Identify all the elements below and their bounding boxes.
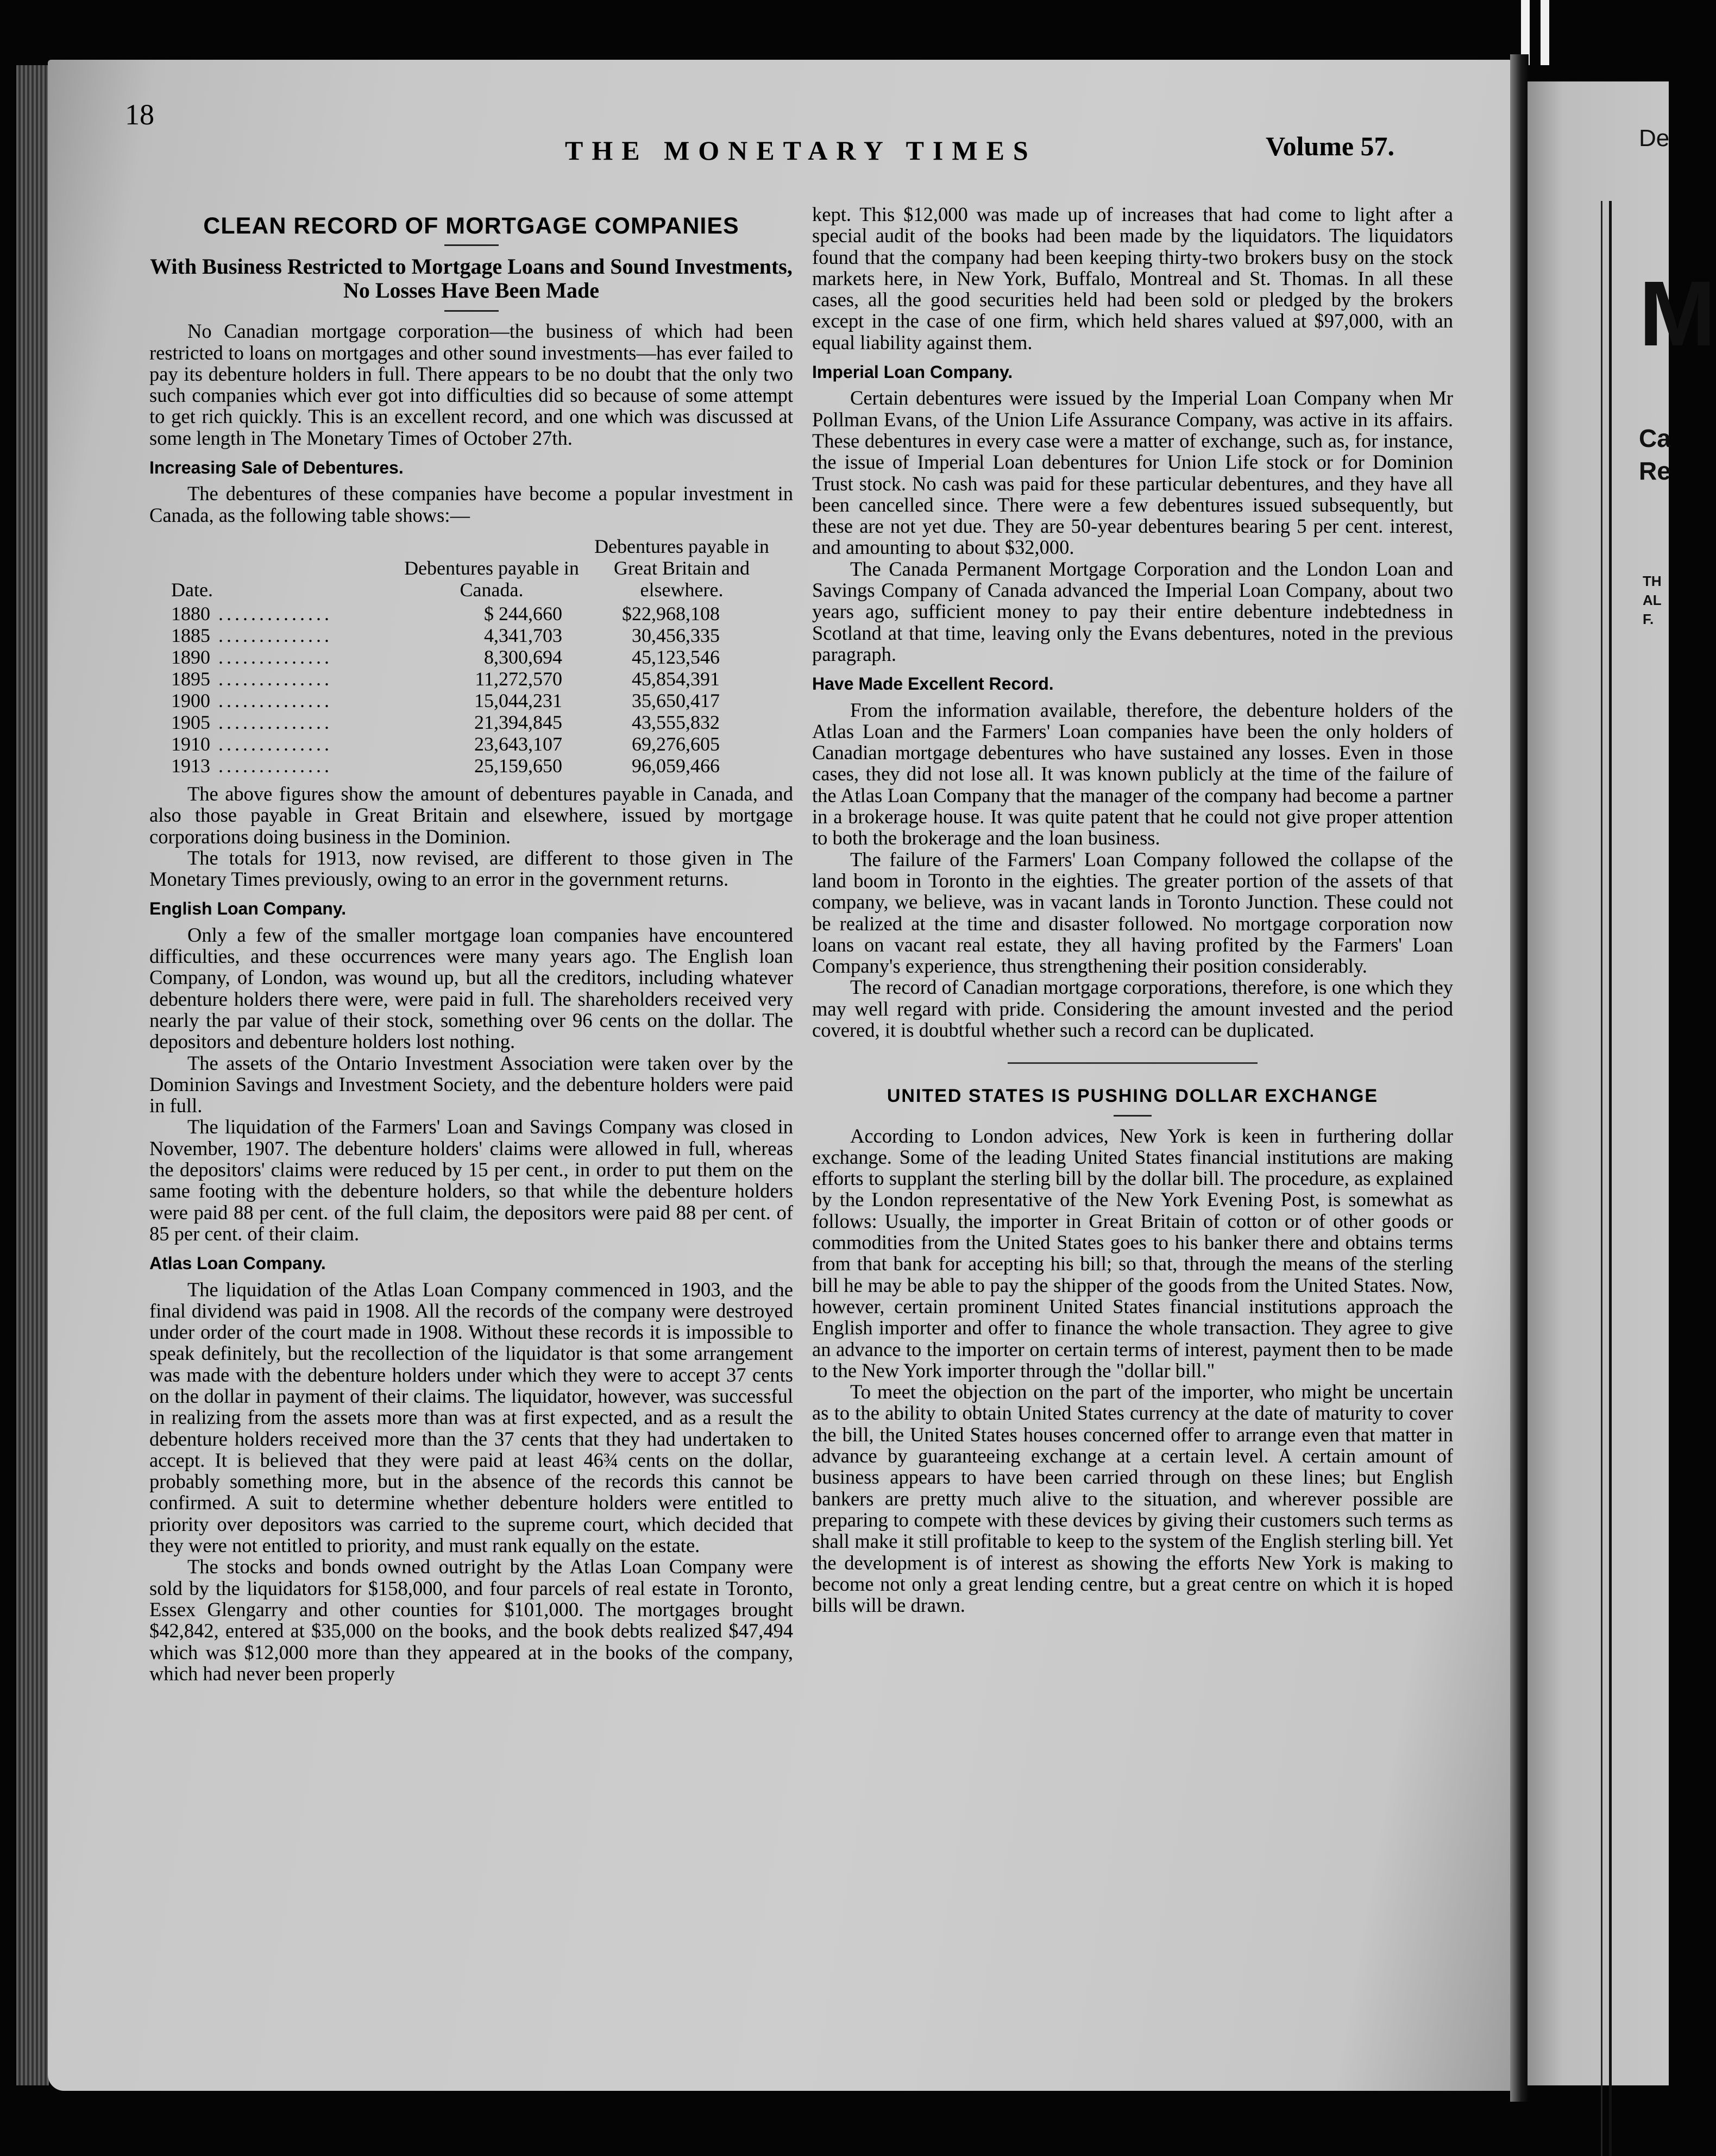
paragraph: The record of Canadian mortgage corporations, therefore, is one which they may well regard with pride. Considering the amount invested and the period covered, it is doubtful whether such a record can be duplicated.	[812, 976, 1453, 1041]
britain-cell: 96,059,466	[632, 754, 720, 777]
leader-dots: ..............	[210, 667, 332, 690]
book-gutter	[1510, 54, 1529, 2102]
leader-dots: ..............	[210, 733, 332, 755]
right-column	[812, 204, 1453, 1616]
table-row	[171, 711, 780, 733]
table-row	[171, 625, 780, 646]
article-title: UNITED STATES IS PUSHING DOLLAR EXCHANGE	[887, 1086, 1379, 1107]
left-column	[149, 209, 793, 1684]
year-cell: 1910	[171, 733, 210, 755]
britain-cell: 30,456,335	[632, 624, 720, 646]
leader-dots: ..............	[210, 602, 332, 625]
paragraph: kept. This $12,000 was made up of increases that had come to light after a special audit of the books had been made by the liquidators. The liquidators found that the company had been keeping thirty-two brokers busy on the stock markets here, in New York, Buffalo, Montreal and St. Thomas. In all these cases, all the good securities held had been sold or pledged by the brokers except in the case of one firm, which held shares valued at $97,000, with an equal liability against them.	[812, 203, 1453, 354]
paragraph: The failure of the Farmers' Loan Company followed the collapse of the land boom in Toronto in the eighties. The greater portion of the assets of that company, we believe, was in vacant lands in Toronto Junction. These could not be realized at the time and disaster followed. No mortgage corporation now loans on vacant real estate, they all having profited by the Farmers' Loan Company's experience, thus strengthening their position considerably.	[812, 848, 1453, 978]
leader-dots: ..............	[210, 646, 332, 668]
paragraph: From the information available, therefore, the debenture holders of the Atlas Loan and the Farmers' Loan companies have been the only holders of Canadian mortgage debentures who have sustained any losses. Even in those cases, they did not lose all. It was known publicly at the time of the failure of the Atlas Loan Company that the manager of the company had become a partner in a brokerage house. It was quite patent that he could not give proper attention to both the brokerage and the loan business.	[812, 698, 1453, 849]
fragment-text: F.	[1643, 611, 1654, 627]
canada-cell: 21,394,845	[474, 711, 562, 733]
column-rule	[1609, 201, 1612, 2156]
subtitle-rule	[444, 310, 499, 312]
article-title: CLEAN RECORD OF MORTGAGE COMPANIES	[203, 213, 739, 239]
britain-cell: 45,123,546	[632, 646, 720, 668]
britain-cell: 35,650,417	[632, 689, 720, 711]
table-header-date: Date.	[171, 578, 213, 601]
right-page	[1528, 81, 1716, 2085]
canada-cell: 4,341,703	[484, 624, 562, 646]
table-header-britain: Debentures payable in Great Britain and elsewhere.	[594, 535, 769, 601]
year-cell: 1913	[171, 754, 210, 777]
column-rule	[1601, 201, 1602, 2156]
title-rule	[444, 244, 499, 246]
paragraph: The liquidation of the Farmers' Loan and Savings Company was closed in November, 1907. The debenture holders' claims were allowed in full, whereas the depositors' claims were reduced by 15 per cent., in order to put them on the same footing with the debenture holders, so that while the debenture holders were paid 88 per cent. of the full claim, the depositors were paid 88 per cent. of 85 per cent. of their claim.	[149, 1115, 793, 1245]
article-subtitle: With Business Restricted to Mortgage Loans and Sound Investments, No Losses Have Been Made	[150, 254, 793, 303]
fragment-text: M	[1639, 262, 1716, 365]
canada-cell: 15,044,231	[474, 689, 562, 711]
masthead: THE MONETARY TIMES	[565, 135, 1037, 166]
table-row	[171, 755, 780, 777]
paragraph: Only a few of the smaller mortgage loan companies have encountered difficulties, and these occurrences were many years ago. The English loan Company, of London, was wound up, but all the creditors, including whatever debenture holders there were, were paid in full. The shareholders received very nearly the par value of their stock, something over 96 cents on the dollar. The depositors and debenture holders lost nothing.	[149, 923, 793, 1053]
section-heading: Have Made Excellent Record.	[812, 674, 1054, 694]
canada-cell: 8,300,694	[484, 646, 562, 668]
year-cell: 1895	[171, 667, 210, 690]
year-cell: 1905	[171, 711, 210, 733]
fragment-text: De	[1639, 125, 1670, 152]
section-heading: English Loan Company.	[149, 899, 347, 919]
leader-dots: ..............	[210, 689, 332, 711]
paragraph: The stocks and bonds owned outright by the Atlas Loan Company were sold by the liquidators for $158,000, and four parcels of real estate in Toronto, Essex Glengarry and other counties for $101,000. The mortgages brought $42,842, entered at $35,000 on the books, and the book debts realized $47,494 which was $12,000 more than they appeared at in the books of the company, which had never been properly	[149, 1555, 793, 1685]
paragraph: The totals for 1913, now revised, are different to those given in The Monetary Times previously, owing to an error in the government returns.	[149, 846, 793, 891]
page-number: 18	[125, 98, 154, 131]
fragment-text: AL	[1643, 592, 1662, 608]
paragraph: To meet the objection on the part of the importer, who might be uncertain as to the ability to obtain United States currency at the date of maturity to cover the bill, the United States houses concerned offer to arrange even that matter in advance by guaranteeing exchange at a certain level. A certain amount of business appears to have been carried through on these lines; but English bankers are pretty much alive to the situation, and wherever possible are preparing to compete with these devices by giving their customers such terms as shall make it still profitable to keep to the system of the English sterling bill. Yet the development is of interest as showing the efforts New York is making to become not only a great lending centre, but a great centre on which it is hoped bills will be drawn.	[812, 1380, 1453, 1617]
britain-cell: $22,968,108	[622, 602, 720, 625]
section-heading: Atlas Loan Company.	[149, 1253, 326, 1274]
paragraph: The above figures show the amount of debentures payable in Canada, and also those payable in Great Britain and elsewhere, issued by mortgage corporations doing business in the Dominion.	[149, 782, 793, 848]
fragment-text: Ca	[1639, 424, 1671, 452]
table-row	[171, 646, 780, 668]
table-row	[171, 690, 780, 711]
britain-cell: 43,555,832	[632, 711, 720, 733]
intro-paragraph: No Canadian mortgage corporation—the business of which had been restricted to loans on mortgages and other sound investments—has ever failed to pay its debenture holders in full. There appears to be no doubt that the only two such companies which ever got into difficulties did so because of some attempt to get rich quickly. This is an excellent record, and one which was discussed at some length in The Monetary Times of October 27th.	[149, 320, 793, 449]
fragment-text: TH	[1643, 573, 1662, 589]
table-row	[171, 603, 780, 625]
paragraph: According to London advices, New York is keen in furthering dollar exchange. Some of the leading United States financial institutions are making efforts to supplant the sterling bill by the dollar bill. The procedure, as explained by the London representative of the New York Evening Post, is somewhat as follows: Usually, the importer in Great Britain of cotton or of other goods or commodities from the United States goes to his banker there and obtains terms from that bank for accepting his bill; so that, through the means of the sterling bill he may be able to pay the shipper of the goods from the United States. Now, however, certain prominent United States financial institutions approach the English importer and offer to finance the whole transaction. They agree to give an advance to the importer on certain terms of interest, payment then to be made to the New York importer through the "dollar bill."	[812, 1124, 1453, 1382]
title-rule	[1114, 1115, 1152, 1117]
scanner-bar	[1541, 0, 1549, 65]
leader-dots: ..............	[210, 624, 332, 646]
year-cell: 1885	[171, 624, 210, 646]
table-header-canada: Debentures payable in Canada.	[404, 557, 579, 601]
table-row	[171, 733, 780, 755]
debentures-table	[171, 535, 780, 777]
paragraph: The Canada Permanent Mortgage Corporation and the London Loan and Savings Company of Canada advanced the Imperial Loan Company, about two years ago, sufficient money to pay their entire debenture indebtedness in Scotland at that time, leaving only the Evans debentures, noted in the previous paragraph.	[812, 557, 1453, 665]
leader-dots: ..............	[210, 754, 332, 777]
paragraph: The assets of the Ontario Investment Association were taken over by the Dominion Savings and Investment Society, and the debenture holders were paid in full.	[149, 1051, 793, 1117]
fragment-text: Re	[1639, 457, 1671, 485]
britain-cell: 45,854,391	[632, 667, 720, 690]
year-cell: 1880	[171, 602, 210, 625]
volume-label: Volume 57.	[1266, 131, 1395, 161]
canada-cell: 25,159,650	[474, 754, 562, 777]
paragraph: The liquidation of the Atlas Loan Company commenced in 1903, and the final dividend was paid in 1908. All the records of the company were destroyed under order of the court made in 1908. Without these records it is impossible to speak definitely, but the recollection of the liquidator is that some arrangement was made with the debenture holders under which they were to accept 37 cents on the dollar in payment of their claims. The liquidator, however, was successful in realizing from the assets more than was at first expected, and as a result the debenture holders received more than the 37 cents that they had undertaken to accept. It is believed that they were paid at least 46¾ cents on the dollar, probably something more, but in the absence of the records this cannot be confirmed. A suit to determine whether debenture holders were entitled to priority over depositors was carried to the supreme court, which decided that they were not entitled to priority, and must rank equally on the estate.	[149, 1278, 793, 1557]
table-row	[171, 668, 780, 690]
section-heading: Increasing Sale of Debentures.	[149, 458, 404, 478]
canada-cell: 23,643,107	[474, 733, 562, 755]
britain-cell: 69,276,605	[632, 733, 720, 755]
paragraph: The debentures of these companies have become a popular investment in Canada, as the following table shows:—	[149, 482, 793, 526]
article-divider	[1008, 1062, 1258, 1064]
paragraph: Certain debentures were issued by the Imperial Loan Company when Mr Pollman Evans, of the Union Life Assurance Company, was active in its affairs. These debentures in every case were a matter of exchange, such as, for instance, the issue of Imperial Loan debentures for Union Life stock or for Dominion Trust stock. No cash was paid for these particular debentures, and they have all been cancelled since. There were a few debentures issued subsequently, but these are not yet due. They are 50-year debentures bearing 5 per cent. interest, and amounting to about $32,000.	[812, 387, 1453, 559]
book-edge	[16, 65, 49, 2085]
canada-cell: $ 244,660	[484, 602, 562, 625]
canada-cell: 11,272,570	[475, 667, 562, 690]
year-cell: 1900	[171, 689, 210, 711]
year-cell: 1890	[171, 646, 210, 668]
section-heading: Imperial Loan Company.	[812, 362, 1013, 382]
leader-dots: ..............	[210, 711, 332, 733]
